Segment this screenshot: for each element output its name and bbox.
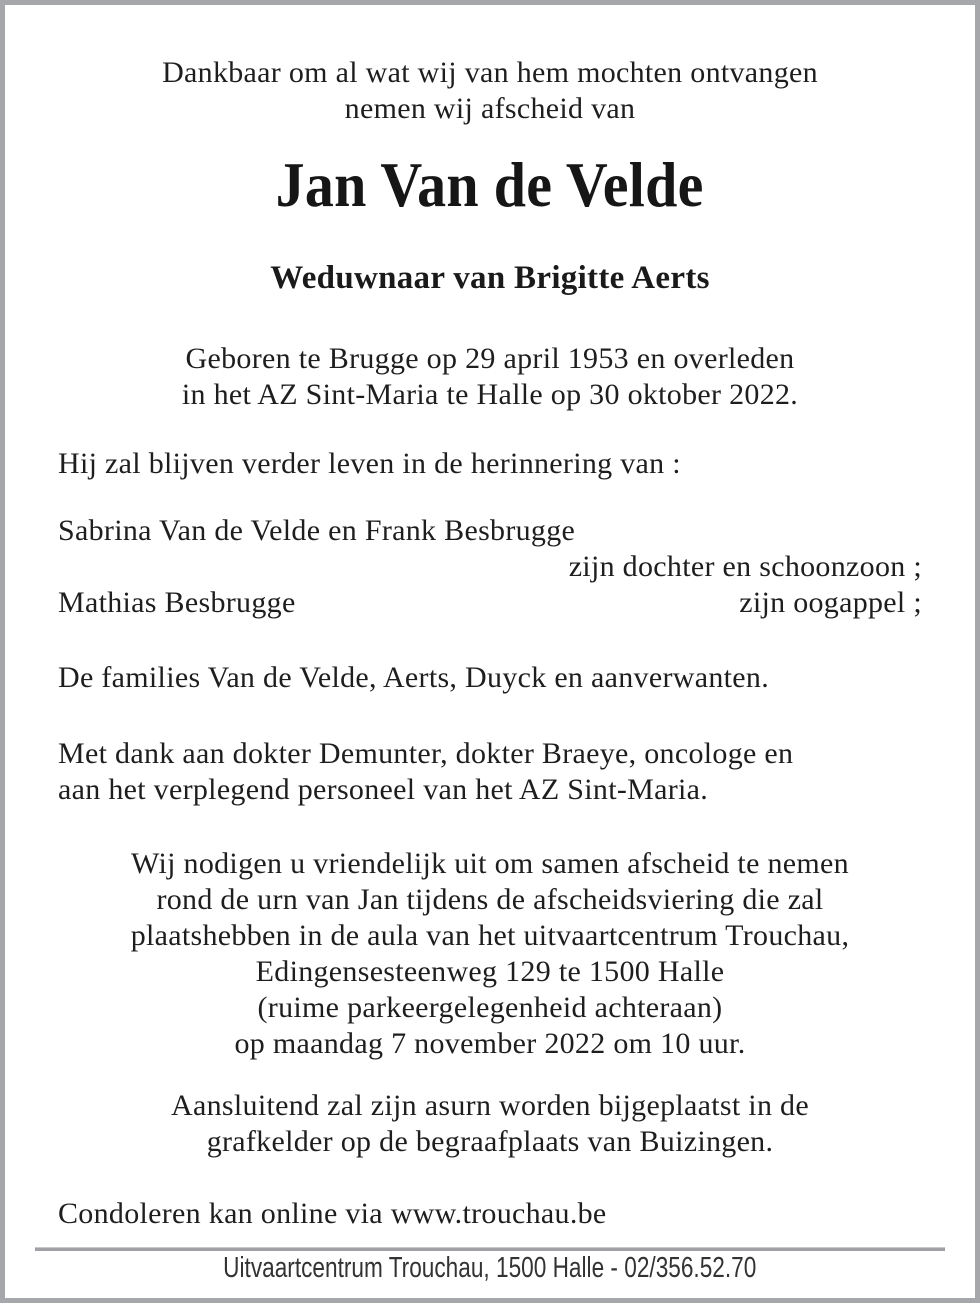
relative-relation-daughter: zijn dochter en schoonzoon ;: [568, 550, 922, 583]
birth-death-line-2: in het AZ Sint-Maria te Halle op 30 oktober 2022.: [181, 378, 799, 411]
relative-relation-grandson: zijn oogappel ;: [739, 586, 922, 619]
intro-line-2: nemen wij afscheid van: [344, 92, 636, 125]
families-line: De families Van de Velde, Aerts, Duyck en aanverwanten.: [58, 661, 769, 694]
invitation-line-datetime: op maandag 7 november 2022 om 10 uur.: [234, 1027, 746, 1060]
intro-line-1: Dankbaar om al wat wij van hem mochten ontvangen: [162, 56, 818, 89]
invitation-line-1: Wij nodigen u vriendelijk uit om samen afscheid te nemen: [131, 847, 849, 880]
urn-line-1: Aansluitend zal zijn asurn worden bijgeplaatst in de: [171, 1089, 809, 1122]
relative-row-grandson: [58, 585, 922, 621]
invitation-line-3: plaatshebben in de aula van het uitvaartcentrum Trouchau,: [130, 919, 850, 952]
relative-name-grandson: Mathias Besbrugge: [58, 586, 296, 619]
deceased-name: [58, 143, 922, 227]
invitation-line-2: rond de urn van Jan tijdens de afscheidsviering die zal: [156, 883, 824, 916]
urn-line-2: grafkelder op de begraafplaats van Buizingen.: [206, 1125, 774, 1158]
widower-subtitle: Weduwnaar van Brigitte Aerts: [270, 260, 710, 296]
thanks-line-2: aan het verplegend personeel van het AZ Sint-Maria.: [58, 773, 709, 806]
funeral-home-footer: [58, 1251, 922, 1285]
invitation-line-address: Edingensesteenweg 129 te 1500 Halle: [255, 955, 725, 988]
funeral-home-footer-text: Uitvaartcentrum Trouchau, 1500 Halle - 02/356.52.70: [223, 1252, 757, 1284]
relative-names-daughter: Sabrina Van de Velde en Frank Besbrugge: [58, 514, 576, 547]
memory-intro-line: Hij zal blijven verder leven in de herinnering van :: [58, 447, 681, 480]
deceased-name-text: Jan Van de Velde: [275, 150, 705, 220]
thanks-line-1: Met dank aan dokter Demunter, dokter Braeye, oncologe en: [58, 737, 794, 770]
invitation-line-parking: (ruime parkeergelegenheid achteraan): [257, 991, 723, 1024]
condolence-line: Condoleren kan online via www.trouchau.be: [58, 1197, 607, 1230]
birth-death-line-1: Geboren te Brugge op 29 april 1953 en overleden: [185, 342, 795, 375]
